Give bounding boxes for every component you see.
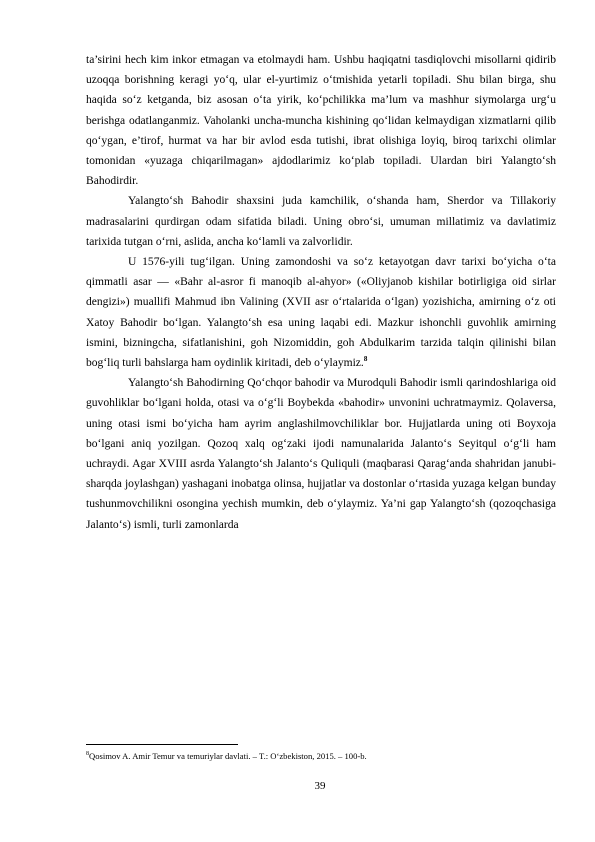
paragraph-1-text: ta’sirini hech kim inkor etmagan va etolmaydi ham. Ushbu haqiqatni tasdiqlovchi misollarni qidirib uzoqqa borishning keragi yo‘q, ular el-yurtimiz o‘tmishida yetarli topiladi. Shu bilan birga, shu haqida so‘z ketganda, biz asosan o‘ta yirik, ko‘pchilikka ma’lum va mashhur siymolarga urg‘u berishga odatlanganmiz. Vaholanki uncha-muncha kishining qo‘lidan kelmaydigan xizmatlarni qilib qo‘ygan, e’tirof, hurmat va har bir avlod esda tutishi, ibrat olishiga loyiq, biroq tarixchi olimlar tomonidan «yuzaga chiqarilmagan» ajdodlarimiz ko‘plab topiladi. Ulardan biri Yalangto‘sh Bahodirdir. xyxy=(86,54,556,188)
footnote-number: 8 xyxy=(86,751,89,758)
body-text xyxy=(86,50,556,535)
footnote-reference[interactable]: 8 xyxy=(363,355,368,364)
paragraph-2-text: Yalangto‘sh Bahodir shaxsini juda kamchilik, o‘shanda ham, Sherdor va Tillakoriy madrasalarini qurdirgan odam sifatida biladi. Uning obro‘si, umuman millatimiz va davlatimiz tarixida tutgan o‘rni, aslida, ancha ko‘lamli va zalvorlidir. xyxy=(86,195,556,248)
paragraph-4 xyxy=(86,373,556,535)
page-number: 39 xyxy=(314,780,326,792)
paragraph-4-text: Yalangto‘sh Bahodirning Qo‘chqor bahodir va Murodquli Bahodir ismli qarindoshlariga oid guvohliklar bo‘lgani holda, otasi va o‘g‘li Boybekda «bahodir» unvonini uchratmaymiz. Qolaversa, uning otasi ismi bo‘yicha ham ayrim anglashilmovchiliklar bor. Hujjatlarda uning oti Boyxoja bo‘lgani aniq yozilgan. Qozoq xalq og‘zaki ijodi namunalarida Jalanto‘s Seyitqul o‘g‘li ham uchraydi. Agar XVIII asrda Yalangto‘sh Jalanto‘s Quliquli (maqbarasi Qarag‘anda shahridan janubi-sharqda joylashgan) yashagani inobatga olinsa, hujjatlar va dostonlar o‘rtasida yuzaga kelgan bunday tushunmovchilikni osongina yechish mumkin, deb o‘ylaymiz. Ya’ni gap Yalangto‘sh (qozoqchasiga Jalanto‘s) ismli, turli zamonlarda xyxy=(86,377,556,531)
footnote xyxy=(86,750,556,762)
footnote-separator xyxy=(86,744,238,745)
footnote-text: Qosimov A. Amir Temur va temuriylar davlati. – T.: O‘zbekiston, 2015. – 100-b. xyxy=(89,751,367,761)
paragraph-1 xyxy=(86,50,556,191)
paragraph-2 xyxy=(86,191,556,252)
paragraph-3-text: U 1576-yili tug‘ilgan. Uning zamondoshi va so‘z ketayotgan davr tarixi bo‘yicha o‘ta qimmatli asar — «Bahr al-asror fi manoqib al-ahyor» («Oliyjanob kishilar botirligiga oid sirlar dengizi») muallifi Mahmud ibn Valining (XVII asr o‘rtalarida o‘lgan) yozishicha, amirning o‘z oti Xatoy Bahodir bo‘lgan. Yalangto‘sh esa uning laqabi edi. Mazkur ishonchli guvohlik amirning ismini, bizningcha, sifatlanishini, goh Nizomiddin, goh Abdulkarim tarzida talqin qilinishi bilan bog‘liq turli bahslarga ham oydinlik kiritadi, deb o‘ylaymiz. xyxy=(86,256,556,370)
paragraph-3 xyxy=(86,252,556,373)
